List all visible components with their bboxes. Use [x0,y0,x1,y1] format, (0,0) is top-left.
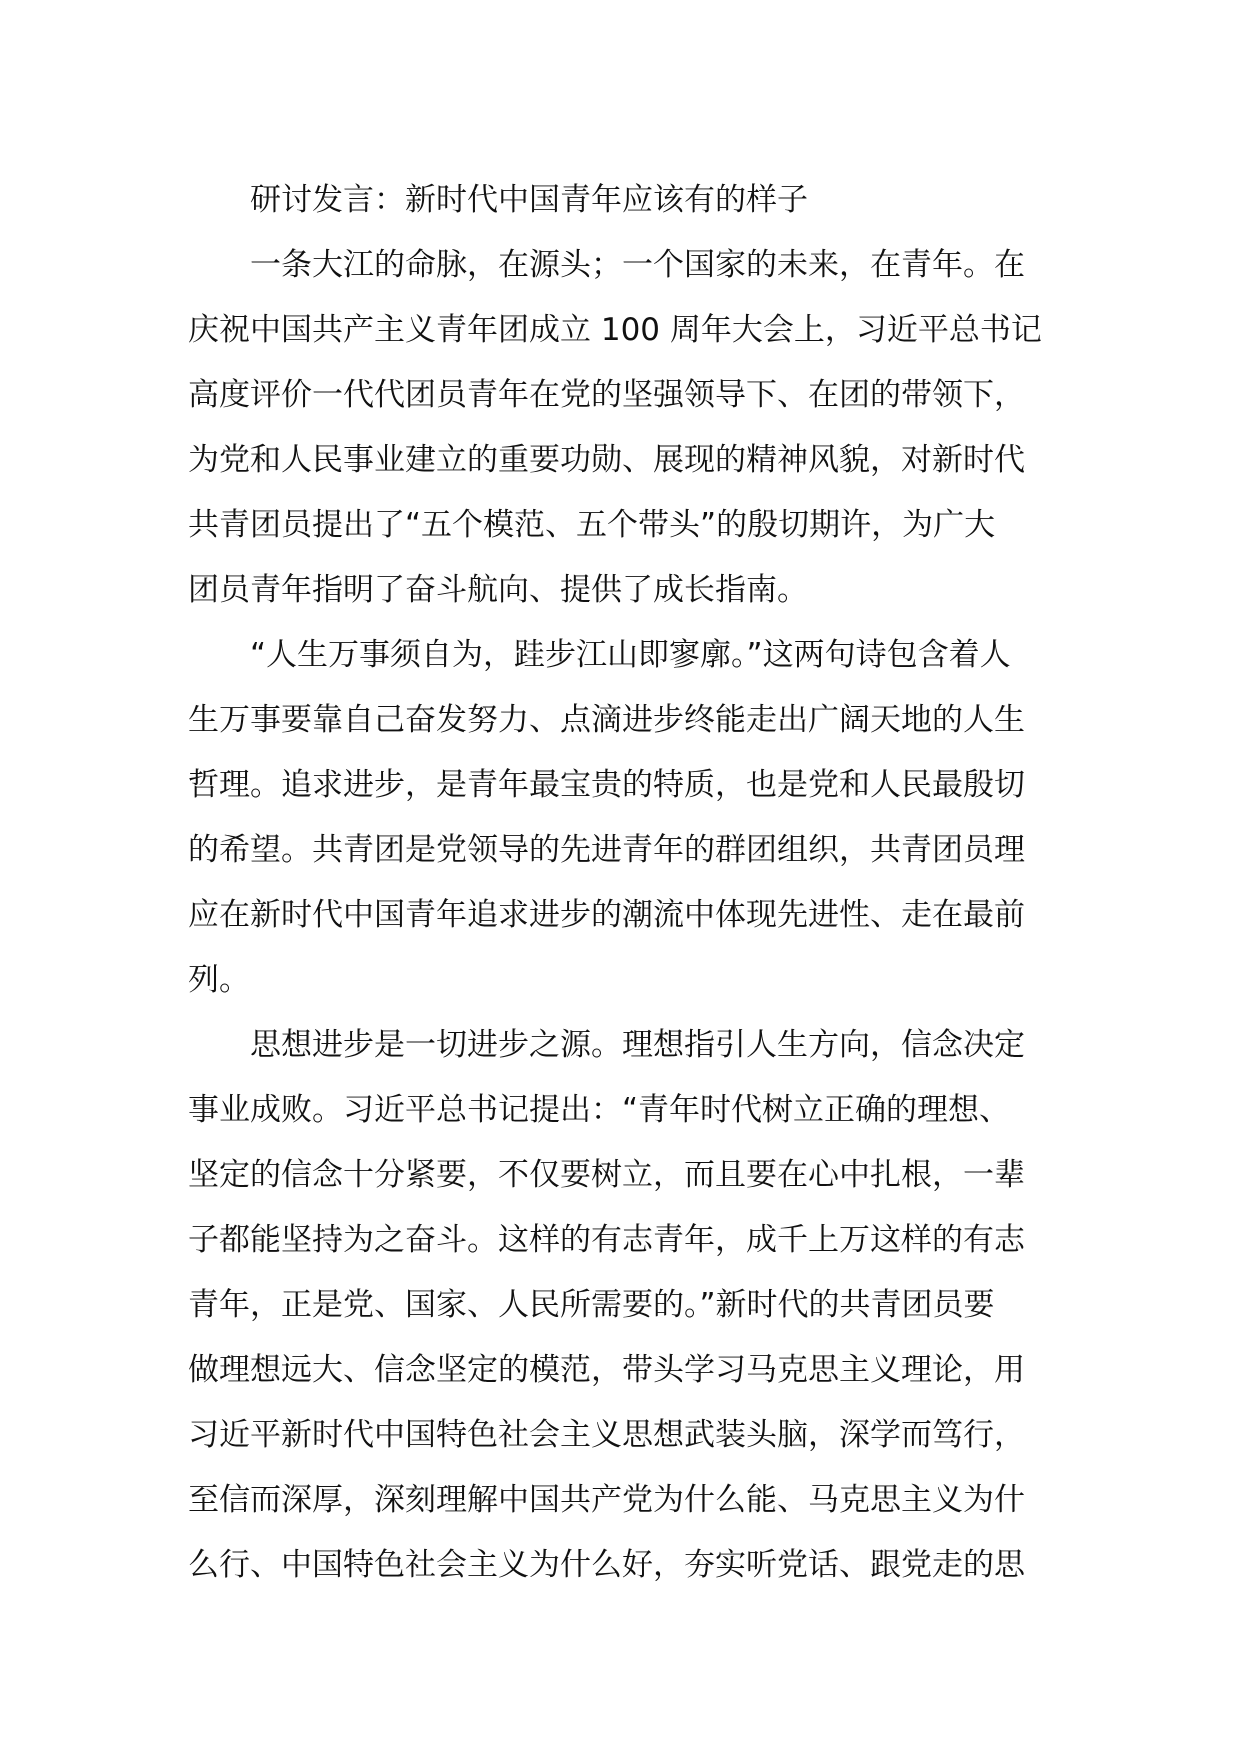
paragraph-line: 为党和人民事业建立的重要功勋、展现的精神风貌，对新时代 [188,442,1025,478]
paragraph-2 [188,623,1058,1013]
paragraph-line: 生万事要靠自己奋发努力、点滴进步终能走出广阔天地的人生 [188,702,1025,738]
paragraph-line: 至信而深厚，深刻理解中国共产党为什么能、马克思主义为什 [188,1482,1025,1518]
paragraph-line: 事业成败。习近平总书记提出：“青年时代树立正确的理想、 [188,1092,1011,1128]
paragraph-line: 思想进步是一切进步之源。理想指引人生方向，信念决定 [250,1027,1025,1063]
paragraph-1 [188,233,1058,623]
paragraph-line: 庆祝中国共产主义青年团成立 100 周年大会上，习近平总书记 [188,312,1042,348]
paragraph-line: “人生万事须自为，跬步江山即寥廓。”这两句诗包含着人 [250,637,1011,673]
paragraph-line: 高度评价一代代团员青年在党的坚强领导下、在团的带领下， [188,377,1025,413]
paragraph-line: 坚定的信念十分紧要，不仅要树立，而且要在心中扎根，一辈 [188,1157,1025,1193]
paragraph-line: 共青团员提出了“五个模范、五个带头”的殷切期许，为广大 [188,507,996,543]
paragraph-line: 青年，正是党、国家、人民所需要的。”新时代的共青团员要 [188,1287,995,1323]
paragraph-line: 做理想远大、信念坚定的模范，带头学习马克思主义理论，用 [188,1352,1025,1388]
paragraph-line: 子都能坚持为之奋斗。这样的有志青年，成千上万这样的有志 [188,1222,1025,1258]
paragraph-line: 团员青年指明了奋斗航向、提供了成长指南。 [188,572,808,608]
paragraph-line: 习近平新时代中国特色社会主义思想武装头脑，深学而笃行， [188,1417,1025,1453]
paragraph-3 [188,1013,1058,1598]
paragraph-line: 列。 [188,962,250,998]
paragraph-line: 应在新时代中国青年追求进步的潮流中体现先进性、走在最前 [188,897,1025,933]
paragraph-line: 一条大江的命脉，在源头；一个国家的未来，在青年。在 [250,247,1025,283]
paragraph-line: 哲理。追求进步，是青年最宝贵的特质，也是党和人民最殷切 [188,767,1025,803]
paragraph-line: 的希望。共青团是党领导的先进青年的群团组织，共青团员理 [188,832,1025,868]
document-body [188,168,1058,1598]
document-title: 研讨发言：新时代中国青年应该有的样子 [250,182,808,218]
paragraph-line: 么行、中国特色社会主义为什么好，夯实听党话、跟党走的思 [188,1547,1025,1583]
